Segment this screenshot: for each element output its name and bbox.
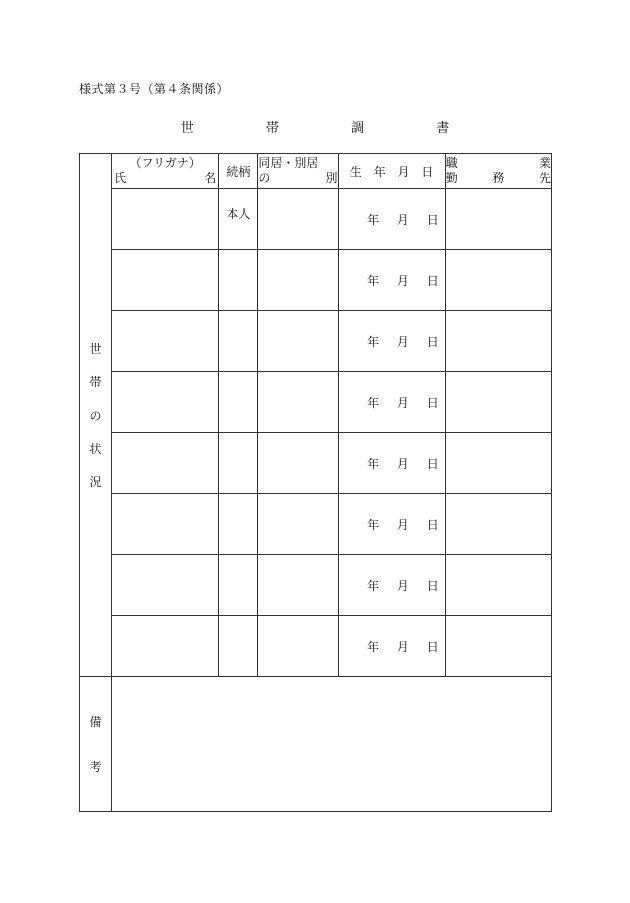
header-name-left: 氏 [114,171,127,185]
relation-cell[interactable] [219,555,258,616]
birth-date-cell[interactable]: 年 月 日 [338,555,445,616]
side-notes-cell [80,677,112,812]
job-cell[interactable] [445,433,551,494]
side-char: 考 [89,760,102,774]
side-char: 世 [89,342,102,356]
side-char: 備 [89,715,102,729]
name-cell[interactable] [112,555,219,616]
name-cell[interactable] [112,433,219,494]
job-cell[interactable] [445,250,551,311]
header-relation: 続柄 [219,154,258,189]
side-status-cell [80,154,112,677]
document-title [0,117,630,136]
title-char: 世 [180,121,194,136]
header-job-right: 業 [538,156,551,170]
form-number: 様式第３号（第４条関係） [79,82,230,96]
birth-date-cell[interactable]: 年 月 日 [338,494,445,555]
title-char: 調 [351,121,365,136]
relation-cell[interactable] [219,250,258,311]
table-row [80,311,552,372]
name-cell[interactable] [112,311,219,372]
side-char: 帯 [89,375,102,390]
residence-cell[interactable] [258,555,338,616]
header-birth: 生 年 月 日 [338,154,445,189]
residence-cell[interactable] [258,311,338,372]
job-cell[interactable] [445,372,551,433]
table-row [80,189,552,250]
notes-field[interactable] [112,677,552,812]
header-residence-sub-left: の [258,171,271,185]
side-char: 状 [89,441,102,456]
name-cell[interactable] [112,372,219,433]
residence-cell[interactable] [258,250,338,311]
relation-cell[interactable] [219,433,258,494]
notes-row [80,677,552,812]
birth-date-cell[interactable]: 年 月 日 [338,372,445,433]
table-row [80,250,552,311]
table-row [80,494,552,555]
relation-cell[interactable] [219,494,258,555]
name-cell[interactable] [112,250,219,311]
header-work-c: 先 [538,171,551,185]
table-row [80,433,552,494]
relation-cell[interactable]: 本人 [219,189,258,250]
birth-date-cell[interactable]: 年 月 日 [338,433,445,494]
residence-cell[interactable] [258,433,338,494]
title-char: 帯 [265,121,279,136]
title-char: 書 [436,121,450,136]
table-row [80,555,552,616]
household-table [79,153,552,812]
name-cell[interactable] [112,616,219,677]
job-cell[interactable] [445,555,551,616]
header-residence [258,154,338,189]
birth-date-cell[interactable]: 年 月 日 [338,616,445,677]
header-row [80,154,552,189]
header-name-kana: （フリガナ） [129,156,201,170]
header-name-right: 名 [204,171,217,185]
job-cell[interactable] [445,494,551,555]
header-job [445,154,551,189]
job-cell[interactable] [445,189,551,250]
side-char: 況 [89,475,102,489]
birth-date-cell[interactable]: 年 月 日 [338,189,445,250]
name-cell[interactable] [112,494,219,555]
side-char: の [89,408,102,423]
job-cell[interactable] [445,616,551,677]
residence-cell[interactable] [258,616,338,677]
header-name [112,154,219,189]
job-cell[interactable] [445,311,551,372]
name-cell[interactable] [112,189,219,250]
table-row [80,372,552,433]
relation-cell[interactable] [219,616,258,677]
header-work-a: 勤 [445,171,458,185]
residence-cell[interactable] [258,372,338,433]
relation-cell[interactable] [219,372,258,433]
birth-date-cell[interactable]: 年 月 日 [338,311,445,372]
header-job-left: 職 [445,156,458,170]
header-residence-top: 同居・別居 [258,156,319,170]
header-work-b: 務 [492,171,505,185]
table-row [80,616,552,677]
residence-cell[interactable] [258,494,338,555]
birth-date-cell[interactable]: 年 月 日 [338,250,445,311]
relation-cell[interactable] [219,311,258,372]
residence-cell[interactable] [258,189,338,250]
header-residence-sub-right: 別 [325,171,338,185]
